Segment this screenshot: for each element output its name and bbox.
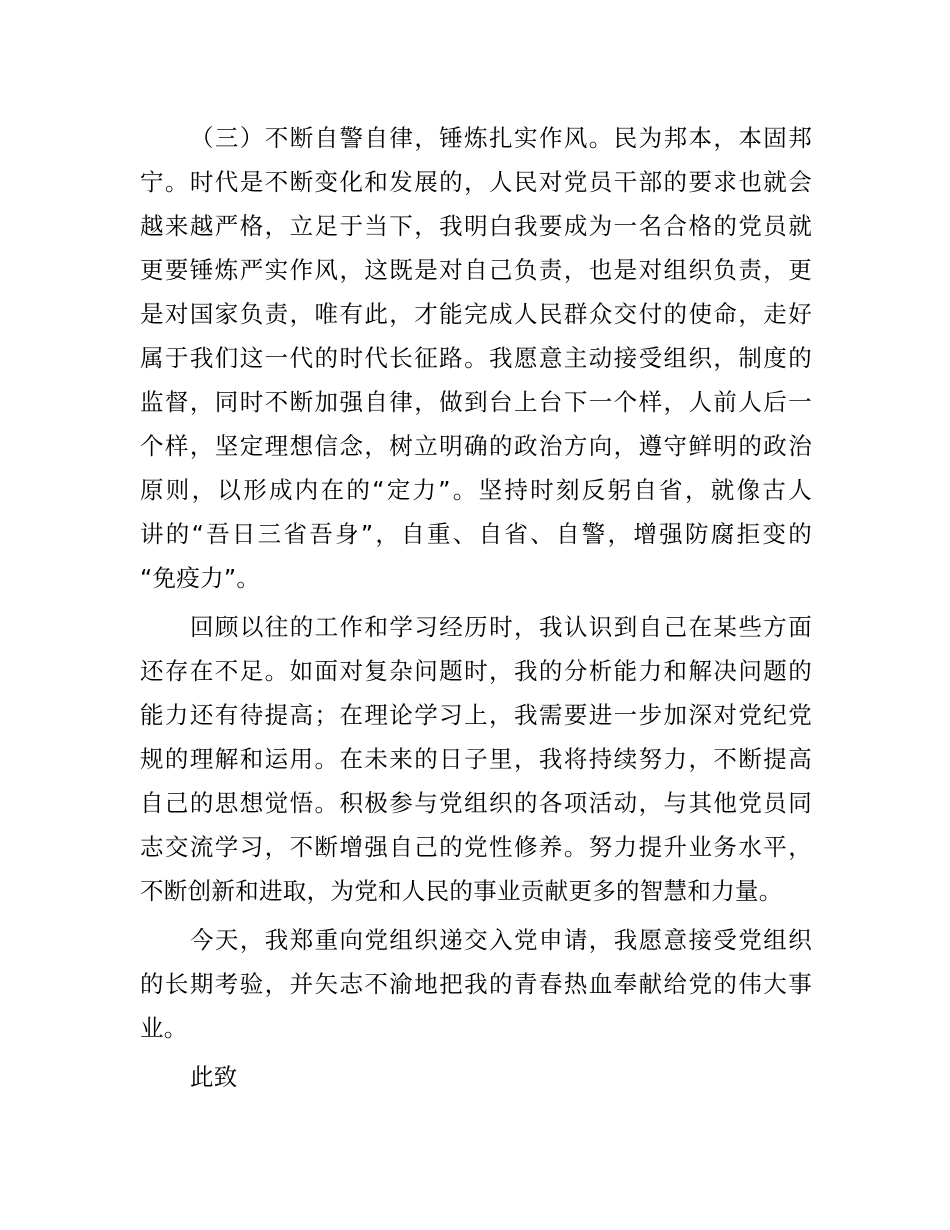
text-line: 讲的“吾日三省吾身”，自重、自省、自警，增强防腐拒变的 [140,520,812,548]
paragraph-self-review [140,605,812,913]
closing-salutation: 此致 [190,1063,238,1091]
text-line: 今天，我郑重向党组织递交入党申请，我愿意接受党组织 [190,926,812,954]
text-line: 越来越严格，立足于当下，我明白我要成为一名合格的党员就 [140,212,812,240]
text-line: 业。 [140,1014,188,1042]
text-line: 原则，以形成内在的“定力”。坚持时刻反躬自省，就像古人 [140,476,812,504]
paragraph-closing [140,1055,812,1099]
document-page [140,116,812,1099]
text-line: （三）不断自警自律，锤炼扎实作风。民为邦本，本固邦 [190,124,812,152]
text-line: 更要锤炼严实作风，这既是对自己负责，也是对组织负责，更 [140,256,812,284]
text-line: 监督，同时不断加强自律，做到台上台下一个样，人前人后一 [140,388,812,416]
text-line: 回顾以往的工作和学习经历时，我认识到自己在某些方面 [190,613,812,641]
text-line: 还存在不足。如面对复杂问题时，我的分析能力和解决问题的 [140,657,812,685]
text-line: 的长期考验，并矢志不渝地把我的青春热血奉献给党的伟大事 [140,970,812,998]
text-line: 个样，坚定理想信念，树立明确的政治方向，遵守鲜明的政治 [140,432,812,460]
text-line: 规的理解和运用。在未来的日子里，我将持续努力，不断提高 [140,745,812,773]
text-line: 是对国家负责，唯有此，才能完成人民群众交付的使命，走好 [140,300,812,328]
paragraph-application [140,918,812,1050]
text-line: 属于我们这一代的时代长征路。我愿意主动接受组织，制度的 [140,344,812,372]
text-line: 志交流学习，不断增强自己的党性修养。努力提升业务水平， [140,833,812,861]
text-line: 不断创新和进取，为党和人民的事业贡献更多的智慧和力量。 [140,877,783,905]
text-line: 自己的思想觉悟。积极参与党组织的各项活动，与其他党员同 [140,789,812,817]
text-line: “免疫力”。 [140,564,261,592]
text-line: 宁。时代是不断变化和发展的，人民对党员干部的要求也就会 [140,168,812,196]
paragraph-discipline [140,116,812,600]
text-line: 能力还有待提高；在理论学习上，我需要进一步加深对党纪党 [140,701,812,729]
